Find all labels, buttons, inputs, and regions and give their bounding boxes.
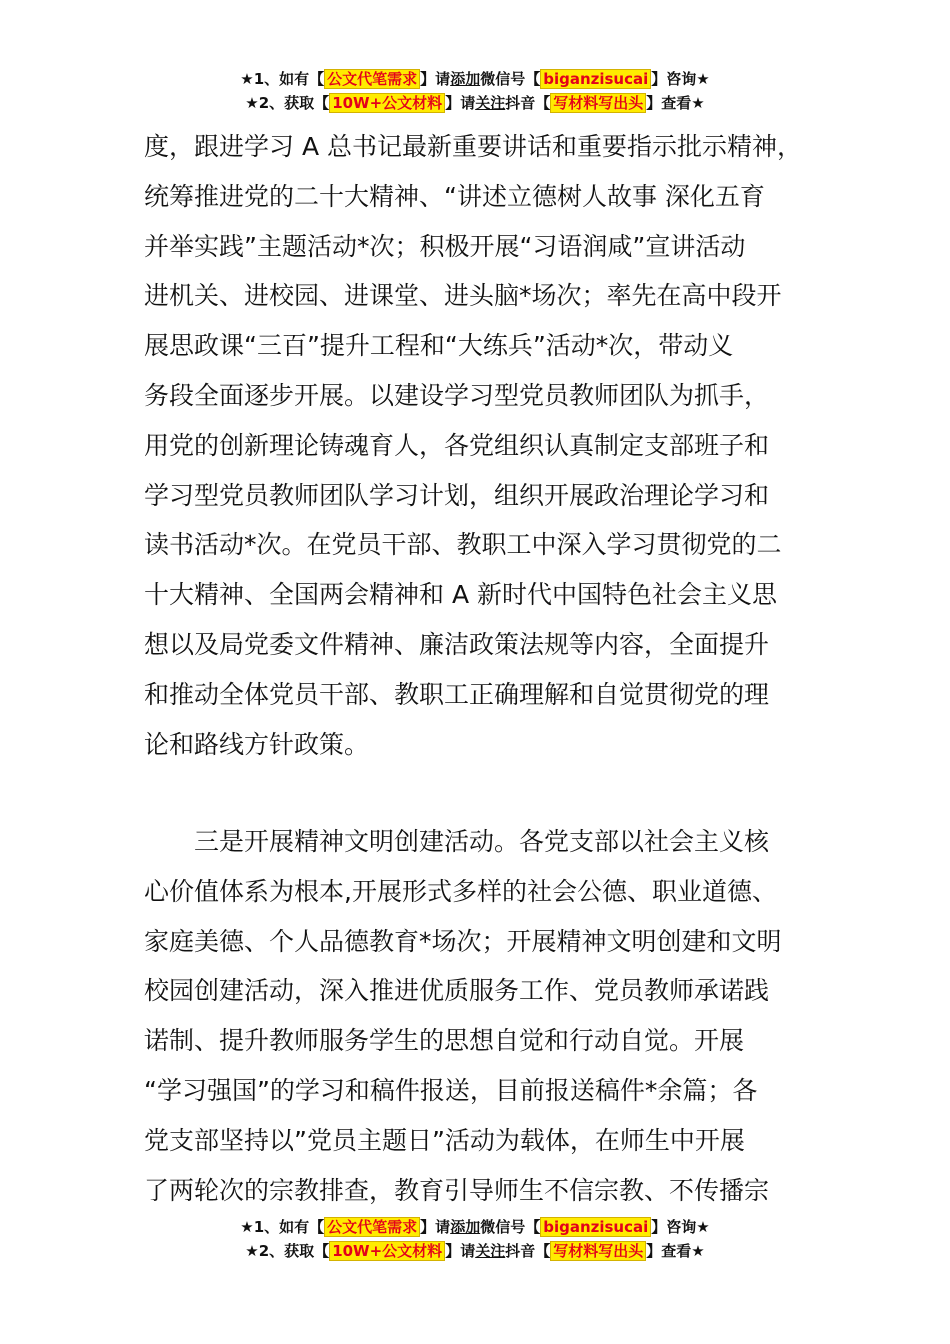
- text-line: “学习强国”的学习和稿件报送，目前报送稿件*余篇；各: [144, 1075, 758, 1105]
- text-line: 家庭美德、个人品德教育*场次；开展精神文明创建和文明: [144, 926, 782, 956]
- ad-highlight: 公文代笔需求: [324, 69, 420, 89]
- text-line: 用党的创新理论铸魂育人，各党组织认真制定支部班子和: [144, 430, 770, 460]
- ad-text: 】请: [420, 70, 451, 88]
- ad-highlight: biganzisucai: [540, 69, 651, 89]
- paragraph-2: [144, 817, 834, 1215]
- text-line: 三是开展精神文明创建活动。各党支部以社会主义核: [144, 827, 770, 856]
- text-line: 校园创建活动，深入推进优质服务工作、党员教师承诺践: [144, 976, 770, 1006]
- ad-emphasis: 关注: [475, 1242, 506, 1260]
- text-line: 进机关、进校园、进课堂、进头脑*场次；率先在高中段开: [144, 281, 782, 311]
- text-line: 展思政课“三百”提升工程和“大练兵”活动*次，带动义: [144, 331, 734, 361]
- ad-text: ★1、如有【: [240, 70, 325, 88]
- ad-highlight: 10W+公文材料: [329, 93, 445, 113]
- text-line: 学习型党员教师团队学习计划，组织开展政治理论学习和: [144, 480, 770, 510]
- text-line: 论和路线方针政策。: [144, 729, 370, 759]
- ad-text: 】请: [445, 94, 476, 112]
- text-line: 统筹推进党的二十大精神、“讲述立德树人故事 深化五育: [144, 181, 765, 211]
- ad-text: 抖音【: [505, 1242, 551, 1260]
- ad-text: 微信号【: [480, 70, 541, 88]
- text-line: 想以及局党委文件精神、廉洁政策法规等内容，全面提升: [144, 629, 770, 659]
- text-line: 党支部坚持以”党员主题日”活动为载体，在师生中开展: [144, 1125, 745, 1155]
- ad-text: 微信号【: [480, 1218, 541, 1236]
- ad-text: 】咨询★: [651, 1218, 710, 1236]
- ad-highlight: 写材料写出头: [550, 1241, 646, 1261]
- text-line: 务段全面逐步开展。以建设学习型党员教师团队为抓手，: [144, 380, 770, 410]
- ad-emphasis: 添加: [450, 1218, 481, 1236]
- text-line: 诺制、提升教师服务学生的思想自觉和行动自觉。开展: [144, 1026, 745, 1056]
- text-line: 了两轮次的宗教排查，教育引导师生不信宗教、不传播宗: [144, 1175, 770, 1205]
- ad-text: 】请: [445, 1242, 476, 1260]
- ad-banner-top-line2: [0, 92, 950, 114]
- ad-emphasis: 关注: [475, 94, 506, 112]
- ad-emphasis: 添加: [450, 70, 481, 88]
- ad-text: 抖音【: [505, 94, 551, 112]
- text-line: 心价值体系为根本,开展形式多样的社会公德、职业道德、: [144, 876, 777, 906]
- text-line: 读书活动*次。在党员干部、教职工中深入学习贯彻党的二: [144, 530, 782, 560]
- ad-text: 】查看★: [646, 94, 705, 112]
- ad-highlight: biganzisucai: [540, 1217, 651, 1237]
- ad-text: ★1、如有【: [240, 1218, 325, 1236]
- ad-text: 】咨询★: [651, 70, 710, 88]
- paragraph-1: [144, 122, 834, 769]
- ad-highlight: 公文代笔需求: [324, 1217, 420, 1237]
- ad-banner-bottom-line1: [0, 1216, 950, 1238]
- ad-text: ★2、获取【: [245, 94, 330, 112]
- ad-text: 】请: [420, 1218, 451, 1236]
- ad-text: 】查看★: [646, 1242, 705, 1260]
- text-line: 度，跟进学习 A 总书记最新重要讲话和重要指示批示精神，: [144, 132, 802, 161]
- text-line: 并举实践”主题活动*次；积极开展“习语润咸”宣讲活动: [144, 231, 746, 261]
- ad-highlight: 10W+公文材料: [329, 1241, 445, 1261]
- ad-text: ★2、获取【: [245, 1242, 330, 1260]
- ad-banner-bottom-line2: [0, 1240, 950, 1262]
- ad-banner-top-line1: [0, 68, 950, 90]
- text-line: 十大精神、全国两会精神和 A 新时代中国特色社会主义思: [144, 580, 777, 610]
- ad-highlight: 写材料写出头: [550, 93, 646, 113]
- text-line: 和推动全体党员干部、教职工正确理解和自觉贯彻党的理: [144, 679, 770, 709]
